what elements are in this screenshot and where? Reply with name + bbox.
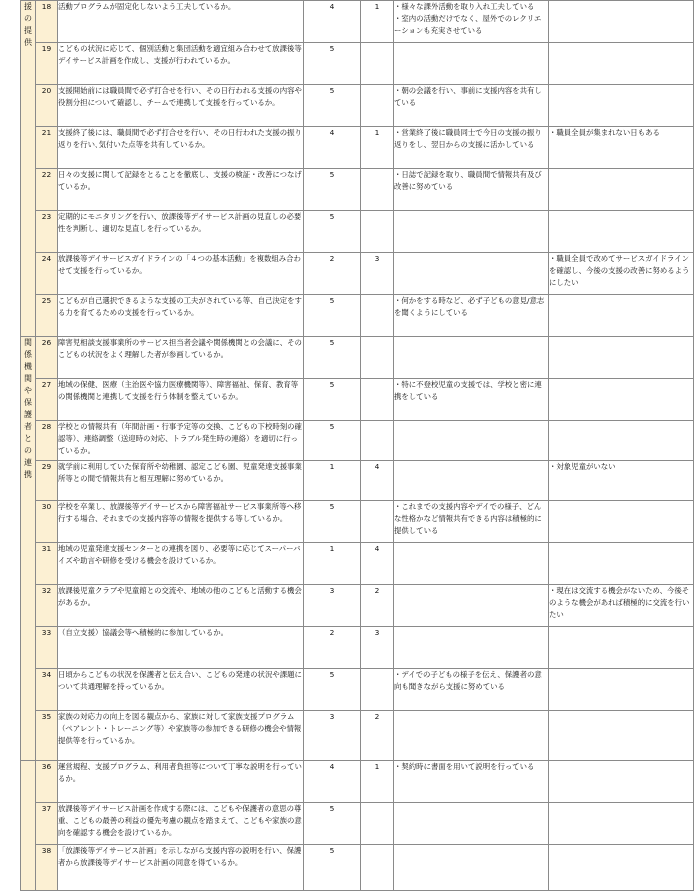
question-text: 放課後等デイサービス計画を作成する際には、こどもや保護者の意思の尊重、こどもの最善の利益の優先考慮の観点を踏まえて、こどもや家族の意向を確認する機会を設けているか。 [58,803,304,845]
effort-notes [394,85,549,127]
evaluation-table [20,0,694,891]
table-body [21,1,694,891]
question-text: 就学前に利用していた保育所や幼稚園、認定こども園、児童発達支援事業所等との間で情報共有と相互理解に努めているか。 [58,461,304,501]
yes-count: 5 [304,85,361,127]
yes-count: 4 [304,1,361,43]
effort-notes [394,461,549,501]
item-number: 30 [36,501,58,543]
improvement-notes [549,211,694,253]
yes-count: 4 [304,761,361,803]
effort-notes [394,43,549,85]
no-count [361,501,394,543]
question-text: 日々の支援に関して記録をとることを徹底し、支援の検証・改善につなげているか。 [58,169,304,211]
yes-count: 5 [304,845,361,891]
note-line: ・デイでの子どもの様子を伝え、保護者の意向も聞きながら支援に努めている [394,670,542,691]
table-row [21,295,694,337]
no-count: 1 [361,127,394,169]
yes-count: 3 [304,711,361,761]
effort-notes [394,1,549,43]
improvement-notes [549,379,694,421]
table-row [21,585,694,627]
table-row [21,421,694,461]
no-count [361,803,394,845]
table-row [21,211,694,253]
question-text: こどもの状況に応じて、個別活動と集団活動を適宜組み合わせて放課後等デイサービス計画を作成し、支援が行われているか。 [58,43,304,85]
item-number: 34 [36,669,58,711]
table-row [21,669,694,711]
item-number: 29 [36,461,58,501]
category-cell [21,1,36,337]
question-text: 放課後等デイサービスガイドラインの「４つの基本活動」を複数組み合わせて支援を行っているか。 [58,253,304,295]
question-text: 日頃からこどもの状況を保護者と伝え合い、こどもの発達の状況や課題について共通理解を持っているか。 [58,669,304,711]
note-line: ・対象児童がいない [549,462,616,471]
no-count: 3 [361,627,394,669]
effort-notes [394,211,549,253]
item-number: 35 [36,711,58,761]
effort-notes [394,761,549,803]
item-number: 23 [36,211,58,253]
no-count: 1 [361,761,394,803]
item-number: 37 [36,803,58,845]
improvement-notes [549,253,694,295]
no-count [361,169,394,211]
item-number: 36 [36,761,58,803]
effort-notes [394,543,549,585]
yes-count: 5 [304,337,361,379]
question-text: 「放課後等デイサービス計画」を示しながら支援内容の説明を行い、保護者から放課後等デイサービス計画の同意を得ているか。 [58,845,304,891]
no-count: 4 [361,461,394,501]
table-row [21,761,694,803]
effort-notes [394,253,549,295]
table-row [21,711,694,761]
question-text: 定期的にモニタリングを行い、放課後等デイサービス計画の見直しの必要性を判断し、適切な見直しを行っているか。 [58,211,304,253]
no-count: 3 [361,253,394,295]
note-line: ・職員全員で改めてサービスガイドラインを確認し、今後の支援の改善に努めるようにしたい [549,254,690,287]
effort-notes [394,669,549,711]
item-number: 27 [36,379,58,421]
effort-notes [394,295,549,337]
improvement-notes [549,711,694,761]
item-number: 33 [36,627,58,669]
note-line: ・日誌で記録を取り、職員間で情報共有及び改善に努めている [394,170,542,191]
improvement-notes [549,169,694,211]
no-count: 4 [361,543,394,585]
table-row [21,169,694,211]
item-number: 20 [36,85,58,127]
table-row [21,461,694,501]
question-text: 支援開始前には職員間で必ず打合せを行い、その日行われる支援の内容や役割分担について確認し、チームで連携して支援を行っているか。 [58,85,304,127]
question-text: （自立支援）協議会等へ積極的に参加しているか。 [58,627,304,669]
effort-notes [394,627,549,669]
no-count [361,421,394,461]
table-row [21,627,694,669]
table-row [21,803,694,845]
table-row [21,85,694,127]
yes-count: 1 [304,461,361,501]
item-number: 24 [36,253,58,295]
yes-count: 5 [304,501,361,543]
table-row [21,43,694,85]
note-line: ・様々な課外活動を取り入れ工夫している [394,2,535,11]
effort-notes [394,421,549,461]
note-line: ・朝の会議を行い、事前に支援内容を共有している [394,86,542,107]
question-text: 放課後児童クラブや児童館との交流や、地域の他のこどもと活動する機会があるか。 [58,585,304,627]
improvement-notes [549,543,694,585]
note-line: ・何かをする時など、必ず子どもの意見/意志を聞くようにしている [394,296,545,317]
improvement-notes [549,127,694,169]
category-label: 関係機関や保護者との連携 [24,338,32,479]
table-row [21,543,694,585]
improvement-notes [549,803,694,845]
no-count [361,337,394,379]
yes-count: 5 [304,669,361,711]
item-number: 21 [36,127,58,169]
improvement-notes [549,761,694,803]
item-number: 32 [36,585,58,627]
question-text: 家族の対応力の向上を図る観点から、家族に対して家族支援プログラム（ペアレント・トレーニング等）や家族等の参加できる研修の機会や情報提供等を行っているか。 [58,711,304,761]
effort-notes [394,803,549,845]
no-count [361,379,394,421]
note-line: ・契約時に書面を用いて説明を行っている [394,762,535,771]
note-line: ・これまでの支援内容やデイでの様子、どんな性格かなど情報共有できる内容は積極的に提供している [394,502,542,535]
item-number: 25 [36,295,58,337]
yes-count: 5 [304,169,361,211]
item-number: 19 [36,43,58,85]
improvement-notes [549,585,694,627]
table-row [21,1,694,43]
improvement-notes [549,421,694,461]
yes-count: 5 [304,379,361,421]
improvement-notes [549,337,694,379]
improvement-notes [549,295,694,337]
item-number: 18 [36,1,58,43]
no-count: 2 [361,585,394,627]
note-line: ・室内の活動だけでなく、屋外でのレクリエーションも充実させている [394,14,542,35]
question-text: 支援終了後には、職員間で必ず打合せを行い、その日行われた支援の振り返りを行い､気付いた点等を共有しているか。 [58,127,304,169]
effort-notes [394,585,549,627]
improvement-notes [549,501,694,543]
item-number: 31 [36,543,58,585]
yes-count: 5 [304,211,361,253]
effort-notes [394,845,549,891]
yes-count: 5 [304,803,361,845]
item-number: 22 [36,169,58,211]
question-text: 地域の児童発達支援センターとの連携を図り、必要等に応じてスーパーバイズや助言や研修を受ける機会を設けているか。 [58,543,304,585]
table-row [21,253,694,295]
category-cell [21,761,36,891]
no-count: 2 [361,711,394,761]
improvement-notes [549,43,694,85]
yes-count: 5 [304,43,361,85]
question-text: 運営規程、支援プログラム、利用者負担等について丁寧な説明を行っているか。 [58,761,304,803]
yes-count: 1 [304,543,361,585]
yes-count: 3 [304,585,361,627]
table-row [21,127,694,169]
note-line: ・職員全員が集まれない日もある [549,128,660,137]
no-count [361,211,394,253]
question-text: こどもが自己選択できるような支援の工夫がされている等、自己決定をする力を育てるための支援を行っているか。 [58,295,304,337]
table-row [21,337,694,379]
no-count [361,295,394,337]
question-text: 学校を卒業し、放課後等デイサービスから障害福祉サービス事業所等へ移行する場合、それまでの支援内容等の情報を提供する等しているか。 [58,501,304,543]
yes-count: 2 [304,627,361,669]
effort-notes [394,711,549,761]
no-count [361,85,394,127]
note-line: ・営業終了後に職員同士で今日の支援の振り返りをし、翌日からの支援に活かしている [394,128,542,149]
note-line: ・現在は交流する機会がないため、今後そのような機会があれば積極的に交流を行いたい [549,586,690,619]
effort-notes [394,169,549,211]
effort-notes [394,337,549,379]
category-cell [21,337,36,761]
note-line: ・特に不登校児童の支援では、学校と密に連携をしている [394,380,542,401]
question-text: 活動プログラムが固定化しないよう工夫しているか。 [58,1,304,43]
improvement-notes [549,845,694,891]
table-row [21,845,694,891]
item-number: 38 [36,845,58,891]
no-count [361,43,394,85]
category-label: 援の提供 [24,2,32,47]
item-number: 26 [36,337,58,379]
question-text: 地域の保健、医療（主治医や協力医療機関等）、障害福祉、保育、教育等の関係機関と連携して支援を行う体制を整えているか。 [58,379,304,421]
no-count [361,845,394,891]
table-row [21,379,694,421]
improvement-notes [549,461,694,501]
improvement-notes [549,1,694,43]
yes-count: 4 [304,127,361,169]
item-number: 28 [36,421,58,461]
effort-notes [394,127,549,169]
question-text: 学校との情報共有（年間計画・行事予定等の交換、こどもの下校時刻の確認等）、連絡調整（送迎時の対応、トラブル発生時の連絡）を適切に行っているか。 [58,421,304,461]
table-row [21,501,694,543]
no-count: 1 [361,1,394,43]
improvement-notes [549,627,694,669]
yes-count: 5 [304,421,361,461]
improvement-notes [549,85,694,127]
improvement-notes [549,669,694,711]
no-count [361,669,394,711]
yes-count: 2 [304,253,361,295]
effort-notes [394,379,549,421]
yes-count: 5 [304,295,361,337]
effort-notes [394,501,549,543]
question-text: 障害児相談支援事業所のサービス担当者会議や関係機関との会議に、そのこどもの状況をよく理解した者が参画しているか。 [58,337,304,379]
